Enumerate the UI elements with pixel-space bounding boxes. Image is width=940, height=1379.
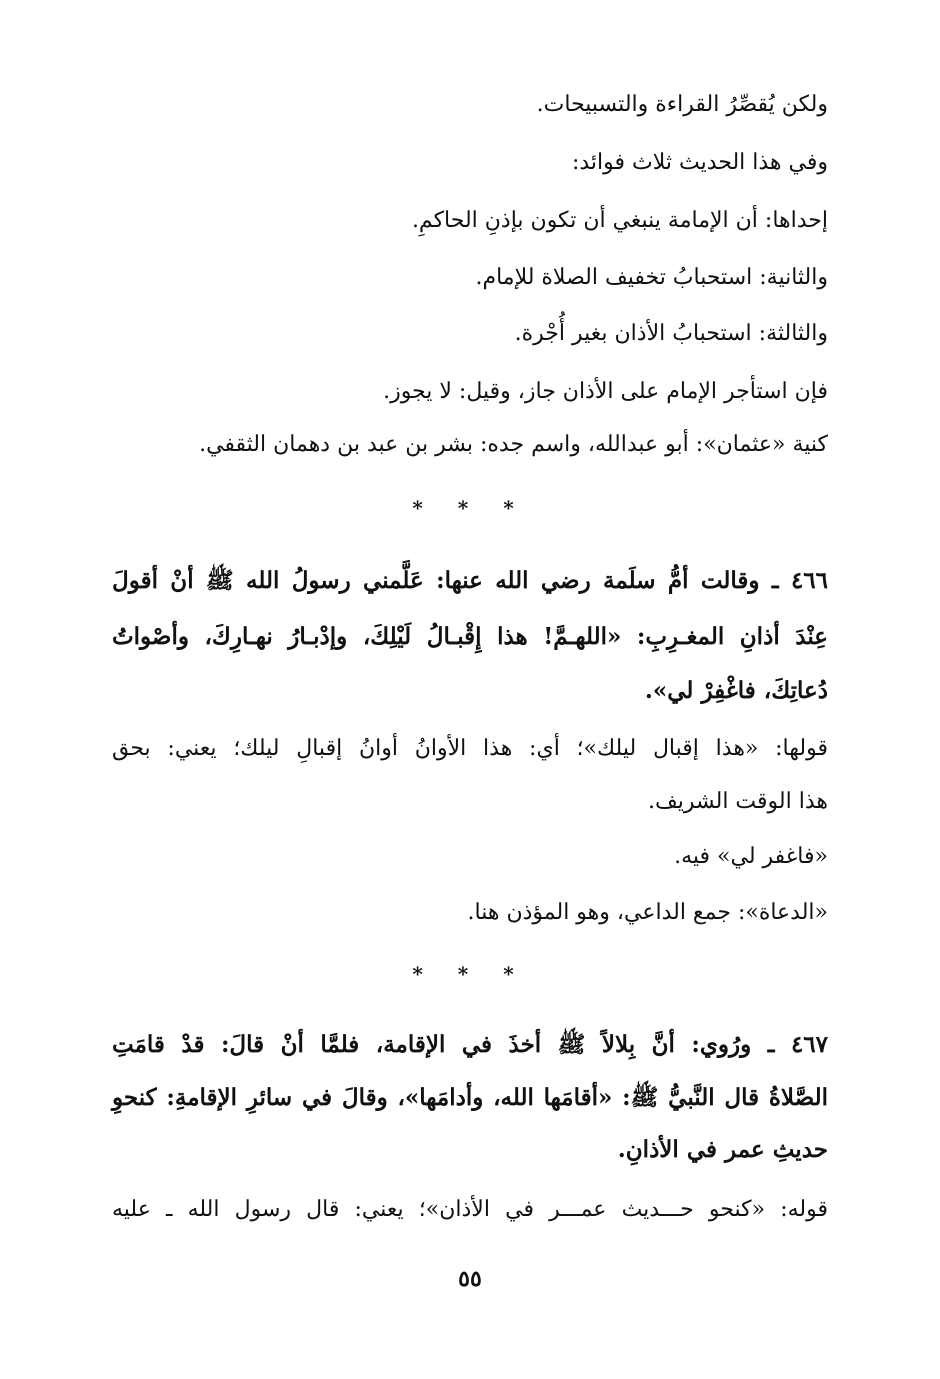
- text-line: إحداها: أن الإمامة ينبغي أن تكون بإذنِ الحاكمِ.: [411, 208, 828, 233]
- section-divider: * * *: [412, 496, 528, 520]
- hadith-line: عِنْدَ أذانِ المغـرِبِ: «اللهـمَّ! هذا إِقْبـالُ لَيْلِكَ، وإدْبـارُ نهـارِكَ، وأصْواتُ: [112, 623, 828, 650]
- hadith-line: حديثِ عمر في الأذانِ.: [617, 1136, 828, 1163]
- hadith-line: ٤٦٦ ـ وقالت أمُّ سلَمة رضي الله عنها: عَلَّمني رسولُ الله ﷺ أنْ أقولَ: [112, 567, 828, 594]
- text-line: والثانية: استحبابُ تخفيف الصلاة للإمام.: [475, 265, 828, 290]
- text-line: وفي هذا الحديث ثلاث فوائد:: [571, 150, 828, 175]
- commentary-line: هذا الوقت الشريف.: [647, 789, 828, 814]
- section-divider: * * *: [412, 962, 528, 986]
- page-number: ٥٥: [458, 1266, 482, 1292]
- text-line: كنية «عثمان»: أبو عبدالله، واسم جده: بشر بن عبد بن دهمان الثقفي.: [199, 432, 828, 457]
- commentary-line: «فاغفر لي» فيه.: [674, 844, 828, 869]
- hadith-line: دُعاتِكَ، فاغْفِرْ لي».: [644, 677, 828, 704]
- commentary-line: قوله: «كنحو حـــديث عمـــر في الأذان»؛ يعني: قال رسول الله ـ عليه: [112, 1197, 828, 1222]
- text-line: ولكن يُقصِّرُ القراءة والتسبيحات.: [536, 92, 828, 117]
- commentary-line: «الدعاة»: جمع الداعي، وهو المؤذن هنا.: [467, 900, 828, 925]
- text-line: فإن استأجر الإمام على الأذان جاز، وقيل: لا يجوز.: [383, 379, 828, 404]
- hadith-line: الصَّلاةُ قال النَّبيُّ ﷺ: «أقامَها الله، وأدامَها»، وقالَ في سائرِ الإقامةِ: كنحوِ: [112, 1084, 828, 1111]
- text-line: والثالثة: استحبابُ الأذان بغير أُجْرة.: [514, 321, 828, 346]
- hadith-line: ٤٦٧ ـ ورُوي: أنَّ بِلالاً ﷺ أخذَ في الإقامة، فلمَّا أنْ قالَ: قدْ قامَتِ: [112, 1031, 828, 1058]
- commentary-line: قولها: «هذا إقبال ليلك»؛ أي: هذا الأوانُ أوانُ إقبالِ ليلك؛ يعني: بحق: [112, 736, 828, 761]
